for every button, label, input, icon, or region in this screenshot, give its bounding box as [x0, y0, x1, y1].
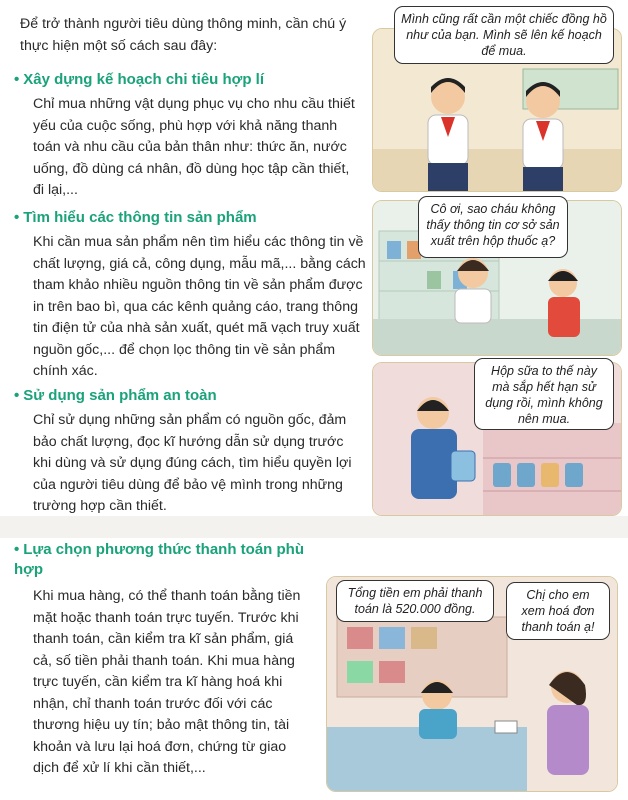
speech-bubble-buyer: Chị cho em xem hoá đơn thanh toán ạ!	[506, 582, 610, 640]
bullet-icon: •	[14, 387, 20, 404]
speech-bubble-milk: Hộp sữa to thế này mà sắp hết hạn sử dụng rồi, mình không nên mua.	[474, 358, 614, 430]
bullet-icon: •	[14, 209, 20, 226]
speech-bubble-pharmacy: Cô ơi, sao cháu không thấy thông tin cơ sở sản xuất trên hộp thuốc ạ?	[418, 196, 568, 258]
section-body-payment: Khi mua hàng, có thể thanh toán bằng tiền mặt hoặc thanh toán trực tuyến. Trước khi thanh toán, cần kiểm tra kĩ sản phẩm, giá cả, số tiền phải thanh toán. Khi mua hàng trực tuyến, cần kiểm tra kĩ hàng hoá khi nhận, chỉ thanh toán trước đối với các thương hiệu uy tín; bảo mật thông tin, tài khoản và lưu lại hoá đơn, chứng từ giao dịch để xử lí khi cần thiết,...	[33, 588, 301, 776]
section-separator	[0, 516, 628, 538]
section-heading-product-info: • Tìm hiểu các thông tin sản phẩm	[14, 209, 257, 226]
section-body-product-info: Khi cần mua sản phẩm nên tìm hiểu các thông tin về chất lượng, giá cả, công dụng, mẫu mã,... bằng cách tham khảo nhiều nguồn thông tin về sản phẩm được in trên bao bì, qua các kênh quảng cáo, trang thông tin điện tử của nhà sản xuất, quét mã vạch truy xuất nguồn gốc,... để chọn lọc thông tin về sản phẩm chính xác.	[33, 234, 366, 379]
section-heading-payment: • Lựa chọn phương thức thanh toán phù hợp	[14, 541, 304, 578]
section-body-spending-plan: Chỉ mua những vật dụng phục vụ cho nhu cầu thiết yếu của cuộc sống, phù hợp với khả năng thanh toán và nhu cầu của bản thân như: thức ăn, nước uống, đồ dùng cá nhân, đồ dùng học tập cần thiết, đi lại,...	[33, 96, 355, 198]
section-heading-safe-use: • Sử dụng sản phẩm an toàn	[14, 387, 217, 404]
section-heading-spending-plan: • Xây dựng kế hoạch chi tiêu hợp lí	[14, 71, 264, 88]
speech-bubble-watch: Mình cũng rất cần một chiếc đồng hồ như của bạn. Mình sẽ lên kế hoạch để mua.	[394, 6, 614, 64]
bullet-icon: •	[14, 541, 20, 558]
section-body-safe-use: Chỉ sử dụng những sản phẩm có nguồn gốc, đảm bảo chất lượng, đọc kĩ hướng dẫn sử dụng trước khi dùng và sử dụng đúng cách, tìm hiểu quyền lợi của người tiêu dùng để bảo vệ mình trong những trường hợp cần thiết.	[33, 412, 352, 514]
speech-bubble-seller: Tổng tiền em phải thanh toán là 520.000 đồng.	[336, 580, 494, 622]
intro-text: Để trở thành người tiêu dùng thông minh, cần chú ý thực hiện một số cách sau đây:	[20, 16, 347, 54]
bullet-icon: •	[14, 71, 20, 88]
